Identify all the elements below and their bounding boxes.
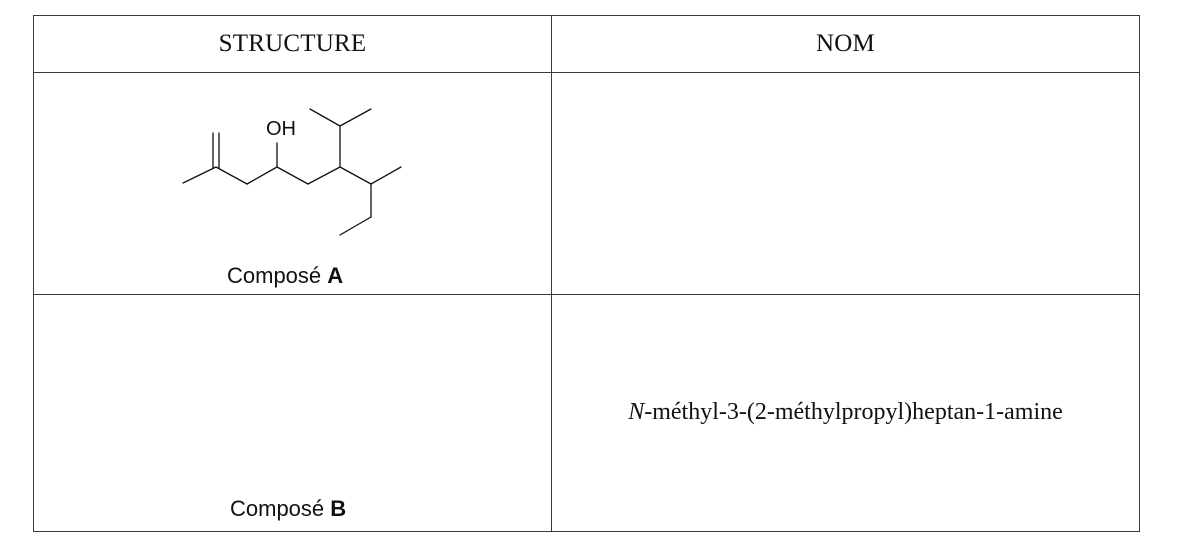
row-divider <box>34 294 1139 295</box>
compound-b-name <box>552 399 1139 426</box>
bond-c5-c6 <box>308 167 340 184</box>
bond-iso-me1 <box>310 109 340 126</box>
header-name: NOM <box>816 30 875 57</box>
compound-a-letter: A <box>327 263 344 288</box>
bond-c6-c7 <box>340 167 371 184</box>
compound-b-name-rest: -méthyl-3-(2-méthylpropyl)heptan-1-amine <box>644 399 1063 425</box>
compound-table <box>33 15 1140 532</box>
column-divider <box>551 16 552 531</box>
bond-c7-me <box>371 167 401 184</box>
bond-iso-me2 <box>340 109 371 126</box>
compound-a-prefix: Composé <box>227 263 328 288</box>
bond-c2-c3 <box>216 167 247 184</box>
compound-b-name-italic: N <box>628 399 645 425</box>
bond-c8-c9 <box>340 217 371 235</box>
bond-methyl <box>183 167 216 183</box>
compound-b-label <box>230 496 346 522</box>
hydroxyl-label: OH <box>266 118 296 140</box>
compound-b-prefix: Composé <box>230 496 331 521</box>
bond-c3-c4 <box>247 167 277 184</box>
compound-b-letter: B <box>330 496 347 521</box>
bond-c4-c5 <box>277 167 308 184</box>
compound-a-label <box>227 263 343 289</box>
compound-a-structure <box>34 16 551 294</box>
header-structure: STRUCTURE <box>218 30 367 57</box>
